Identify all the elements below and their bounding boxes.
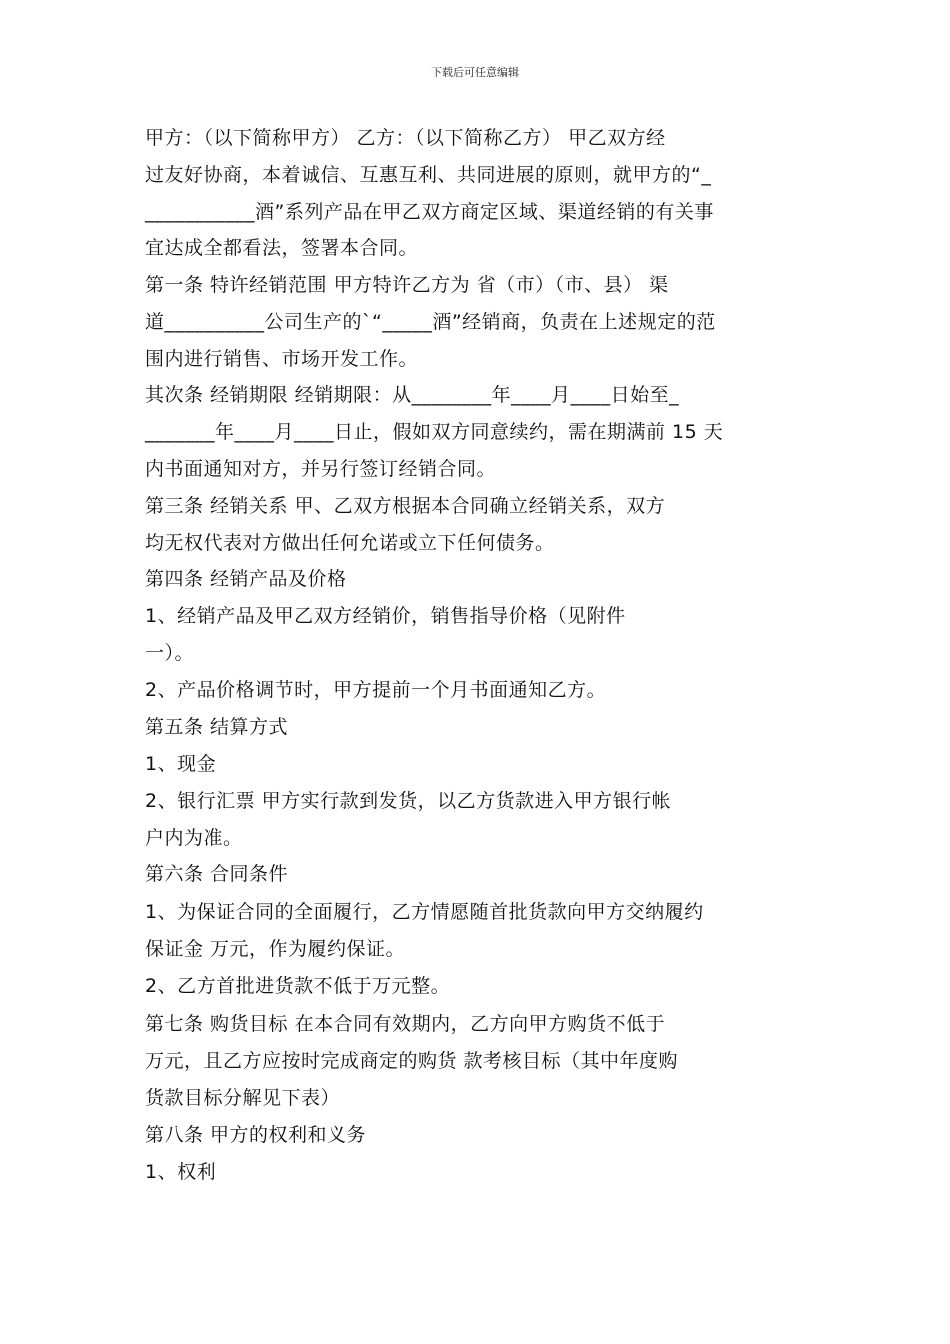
text-line: 第五条 结算方式 <box>145 716 289 738</box>
text-line: 第六条 合同条件 <box>145 863 289 885</box>
text-line: 均无权代表对方做出任何允诺或立下任何债务。 <box>145 532 555 554</box>
text-line: 第七条 购货目标 在本合同有效期内，乙方向甲方购货不低于 <box>145 1013 666 1035</box>
text-line: 第三条 经销关系 甲、乙双方根据本合同确立经销关系，双方 <box>145 495 666 517</box>
text-line: 宜达成全都看法，签署本合同。 <box>145 237 419 259</box>
text-line: 过友好协商，本着诚信、互惠互利、共同进展的原则，就甲方的“_ <box>145 164 712 186</box>
text-line: _______年____月____日止，假如双方同意续约，需在期满前 15 天 <box>145 421 724 443</box>
text-line: 1、现金 <box>145 753 217 775</box>
text-line: 1、为保证合同的全面履行，乙方情愿随首批货款向甲方交纳履约 <box>145 901 704 923</box>
text-line: 第四条 经销产品及价格 <box>145 568 347 590</box>
text-line: 2、乙方首批进货款不低于万元整。 <box>145 975 451 997</box>
text-line: 2、银行汇票 甲方实行款到发货，以乙方货款进入甲方银行帐 <box>145 790 672 812</box>
text-line: 围内进行销售、市场开发工作。 <box>145 348 419 370</box>
text-line: 内书面通知对方，并另行签订经销合同。 <box>145 458 497 480</box>
text-line: 2、产品价格调节时，甲方提前一个月书面通知乙方。 <box>145 679 607 701</box>
text-line: 甲方：（以下简称甲方） 乙方：（以下简称乙方） 甲乙双方经 <box>145 127 666 149</box>
text-line: 第一条 特许经销范围 甲方特许乙方为 省（市）（市、县） 渠 <box>145 274 669 296</box>
text-line: 第八条 甲方的权利和义务 <box>145 1124 367 1146</box>
text-line: 其次条 经销期限 经销期限：从________年____月____日始至_ <box>145 384 680 406</box>
text-line: 1、经销产品及甲乙双方经销价，销售指导价格（见附件 <box>145 605 626 627</box>
text-line: 1、权利 <box>145 1161 217 1183</box>
text-line: 万元，且乙方应按时完成商定的购货 款考核目标（其中年度购 <box>145 1050 679 1072</box>
page-header-note: 下载后可任意编辑 <box>431 66 519 79</box>
text-line: 货款目标分解见下表） <box>145 1087 341 1109</box>
text-line: 道__________公司生产的`“_____酒”经销商，负责在上述规定的范 <box>145 311 716 333</box>
text-line: 一）。 <box>145 642 195 664</box>
text-line: ___________酒”系列产品在甲乙双方商定区域、渠道经销的有关事 <box>145 201 714 223</box>
text-line: 保证金 万元，作为履约保证。 <box>145 938 406 960</box>
text-line: 户内为准。 <box>145 827 243 849</box>
